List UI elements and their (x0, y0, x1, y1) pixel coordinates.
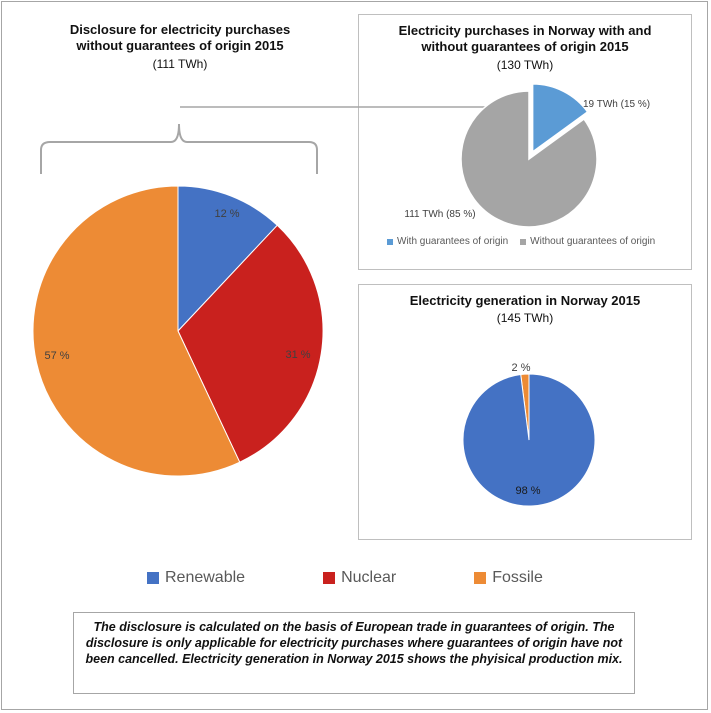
disclosure-subtitle: (111 TWh) (152, 57, 208, 71)
legend-label-renewable: Renewable (165, 569, 246, 586)
legend-label-nuclear: Nuclear (341, 569, 397, 586)
bracket (41, 124, 317, 174)
purchases-subtitle: (130 TWh) (496, 58, 554, 72)
generation-label-fossile: 2 % (511, 362, 531, 374)
legend-label-fossile: Fossile (492, 569, 543, 586)
legend-label-without-go: Without guarantees of origin (530, 236, 656, 247)
legend-item-fossile (474, 569, 543, 587)
disclosure-label-renewable: 12 % (214, 208, 240, 220)
disclosure-label-nuclear: 31 % (285, 349, 311, 361)
disclosure-label-fossile: 57 % (44, 350, 70, 362)
purchases-label-with-guarantees-of-origin: 19 TWh (15 %) (583, 99, 651, 110)
legend-item-renewable (147, 569, 245, 587)
generation-subtitle: (145 TWh) (496, 311, 554, 325)
legend-swatch-nuclear (323, 572, 335, 584)
purchases-label-without-guarantees-of-origin: 111 TWh (85 %) (404, 209, 476, 220)
generation-label-renewable: 98 % (515, 485, 541, 497)
disclosure-pie (33, 186, 323, 476)
purchases-title: Electricity purchases in Norway with and without guarantees of origin 2015 (398, 23, 652, 54)
legend-swatch-renewable (147, 572, 159, 584)
purchases-pie (404, 84, 650, 227)
main-legend (147, 569, 543, 587)
generation-pie (463, 362, 595, 506)
legend-swatch-fossile (474, 572, 486, 584)
legend-item-nuclear (323, 569, 396, 587)
legend-label-with-go: With guarantees of origin (397, 236, 509, 247)
footnote: The disclosure is calculated on the basis of European trade in guarantees of origin. The disclosure is only applicable for electricity purchases where guarantees of origin have not been cancelled. Electricity generation in Norway 2015 shows the phyisical production mix. (73, 612, 635, 694)
disclosure-title: Disclosure for electricity purchases without guarantees of origin 2015 (69, 22, 291, 53)
generation-title: Electricity generation in Norway 2015 (409, 293, 641, 308)
